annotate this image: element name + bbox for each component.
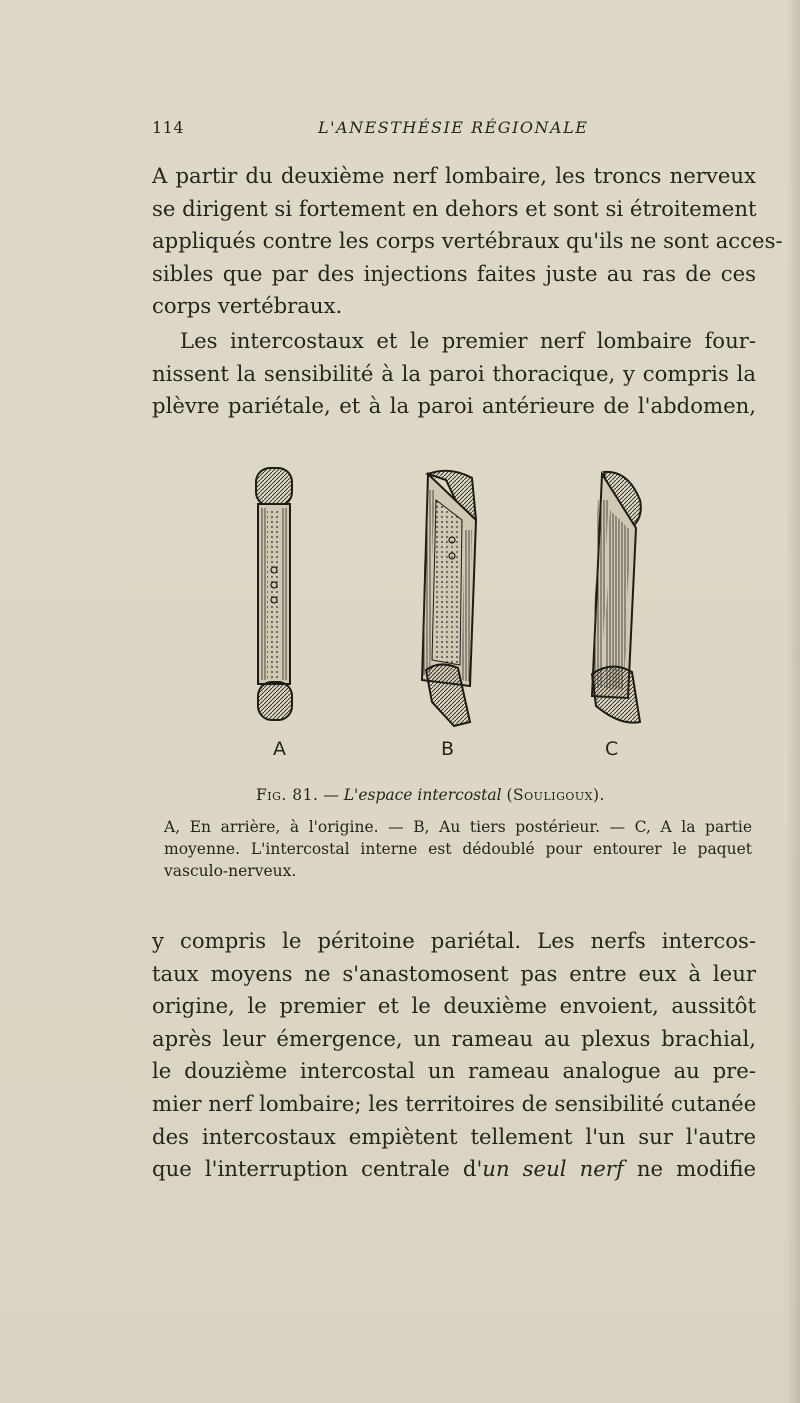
paragraph-3	[152, 925, 756, 1186]
page-edge-shadow	[786, 0, 800, 1403]
text-line: le douzième intercostal un rameau analogue au pre-	[152, 1058, 756, 1084]
figure-title: L'espace intercostal	[343, 786, 502, 804]
section-b-drawing	[422, 471, 476, 726]
figure-label-b: B	[441, 738, 455, 760]
text-line: se dirigent si fortement en dehors et sont si étroitement	[152, 195, 757, 221]
text-line-last	[152, 1153, 756, 1186]
figure-label-a: A	[273, 738, 286, 760]
figure-author: (Souligoux).	[506, 786, 605, 804]
text-line: corps vertébraux.	[152, 293, 343, 319]
text-line: mier nerf lombaire; les territoires de sensibilité cutanée	[152, 1090, 757, 1116]
figure-legend	[164, 816, 752, 882]
text-line: Les intercostaux et le premier nerf lombaire four-	[180, 328, 756, 353]
text-line: y compris le péritoine pariétal. Les nerfs intercos-	[152, 928, 756, 953]
legend-line: moyenne. L'intercostal interne est dédoublé pour entourer le paquet	[164, 840, 752, 858]
text-line: origine, le premier et le deuxième envoient, aussitôt	[152, 993, 756, 1019]
text-line: des intercostaux empiètent tellement l'un sur l'autre	[152, 1123, 756, 1149]
running-title: L'ANESTHÉSIE RÉGIONALE	[318, 118, 589, 137]
paragraph-2	[152, 325, 756, 423]
intercostal-space-figure	[240, 460, 670, 730]
text-line: après leur émergence, un rameau au plexus brachial,	[152, 1025, 756, 1051]
legend-line: A, En arrière, à l'origine. — B, Au tiers postérieur. — C, A la partie	[164, 818, 752, 836]
legend-line: vasculo-nerveux.	[164, 862, 297, 880]
italic-phrase: un seul nerf	[482, 1156, 624, 1182]
running-head	[152, 118, 752, 148]
text-line: sibles que par des injections faites juste au ras de ces	[152, 260, 756, 286]
caption-dash: —	[318, 786, 344, 804]
figure-label-c: C	[605, 738, 619, 760]
section-c-drawing	[592, 472, 641, 723]
text-fragment: ne modifie	[623, 1156, 756, 1182]
figure-number: Fig. 81.	[256, 786, 319, 804]
text-line: appliqués contre les corps vertébraux qu'ils ne sont acces-	[152, 228, 783, 254]
figure-caption	[256, 786, 605, 804]
text-line: taux moyens ne s'anastomosent pas entre eux à leur	[152, 960, 756, 986]
page-number: 114	[152, 118, 185, 137]
text-line: nissent la sensibilité à la paroi thoracique, y compris la	[152, 360, 756, 386]
text-line: A partir du deuxième nerf lombaire, les troncs nerveux	[152, 163, 756, 188]
section-a-drawing	[256, 468, 292, 720]
paragraph-1	[152, 160, 783, 323]
text-line: plèvre pariétale, et à la paroi antérieure de l'abdomen,	[152, 393, 756, 419]
text-fragment: que l'interruption centrale d'	[152, 1156, 483, 1182]
